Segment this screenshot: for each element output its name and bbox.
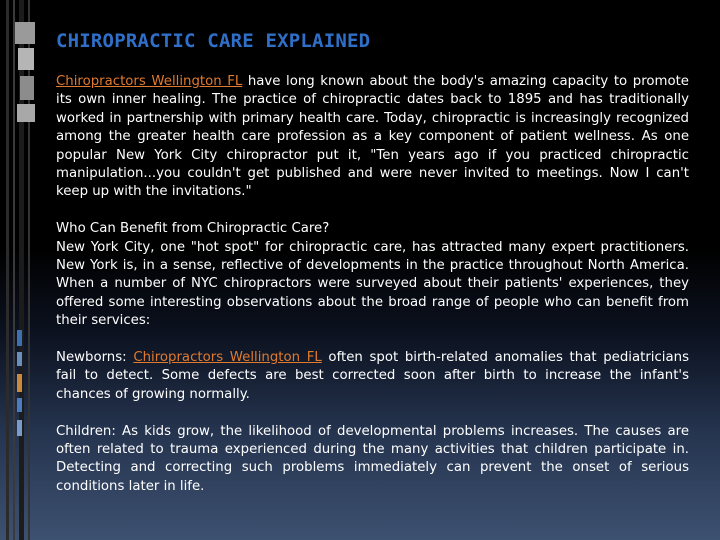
intro-paragraph <box>56 73 689 202</box>
nyc-paragraph: New York City, one "hot spot" for chiropractic care, has attracted many expert practitioners. New York is, in a sense, reflective of developments in the practice throughout North America. When a number of NYC chiropractors were surveyed about their patients' experiences, they offered some interesting observations about the broad range of people who can benefit from their services: <box>56 239 689 329</box>
chiropractors-link-2[interactable]: Chiropractors Wellington FL <box>133 350 322 366</box>
children-paragraph: Children: As kids grow, the likelihood of developmental problems increases. The causes are often related to trauma experienced during the many activities that children participate in. Detecting and correcting such problems immediately can prevent the onset of serious conditions later in life. <box>56 423 689 494</box>
body-text <box>56 73 689 496</box>
newborns-text: often spot birth-related anomalies that pediatricians fail to detect. Some defects are best corrected soon after birth to increase the infant's chances of growing normally. <box>56 350 689 402</box>
page-title: CHIROPRACTIC CARE EXPLAINED <box>56 30 371 52</box>
newborns-paragraph <box>56 349 689 404</box>
chiropractors-link[interactable]: Chiropractors Wellington FL <box>56 74 243 89</box>
question-heading: Who Can Benefit from Chiropractic Care? <box>56 221 330 237</box>
intro-text: have long known about the body's amazing capacity to promote its own inner healing. The practice of chiropractic dates back to 1895 and has traditionally worked in partnership with primary health care. Today, chiropractic is increasingly recognized among the greater health care profession as a key component of patient wellness. As one popular New York City chiropractor put it, "Ten years ago if you practiced chiropractic manipulation...you couldn't get published and were never invited to meetings. Now I can't keep up with the invitations." <box>56 74 689 200</box>
left-decoration-bars <box>0 0 40 540</box>
newborns-lead: Newborns: <box>56 350 134 366</box>
